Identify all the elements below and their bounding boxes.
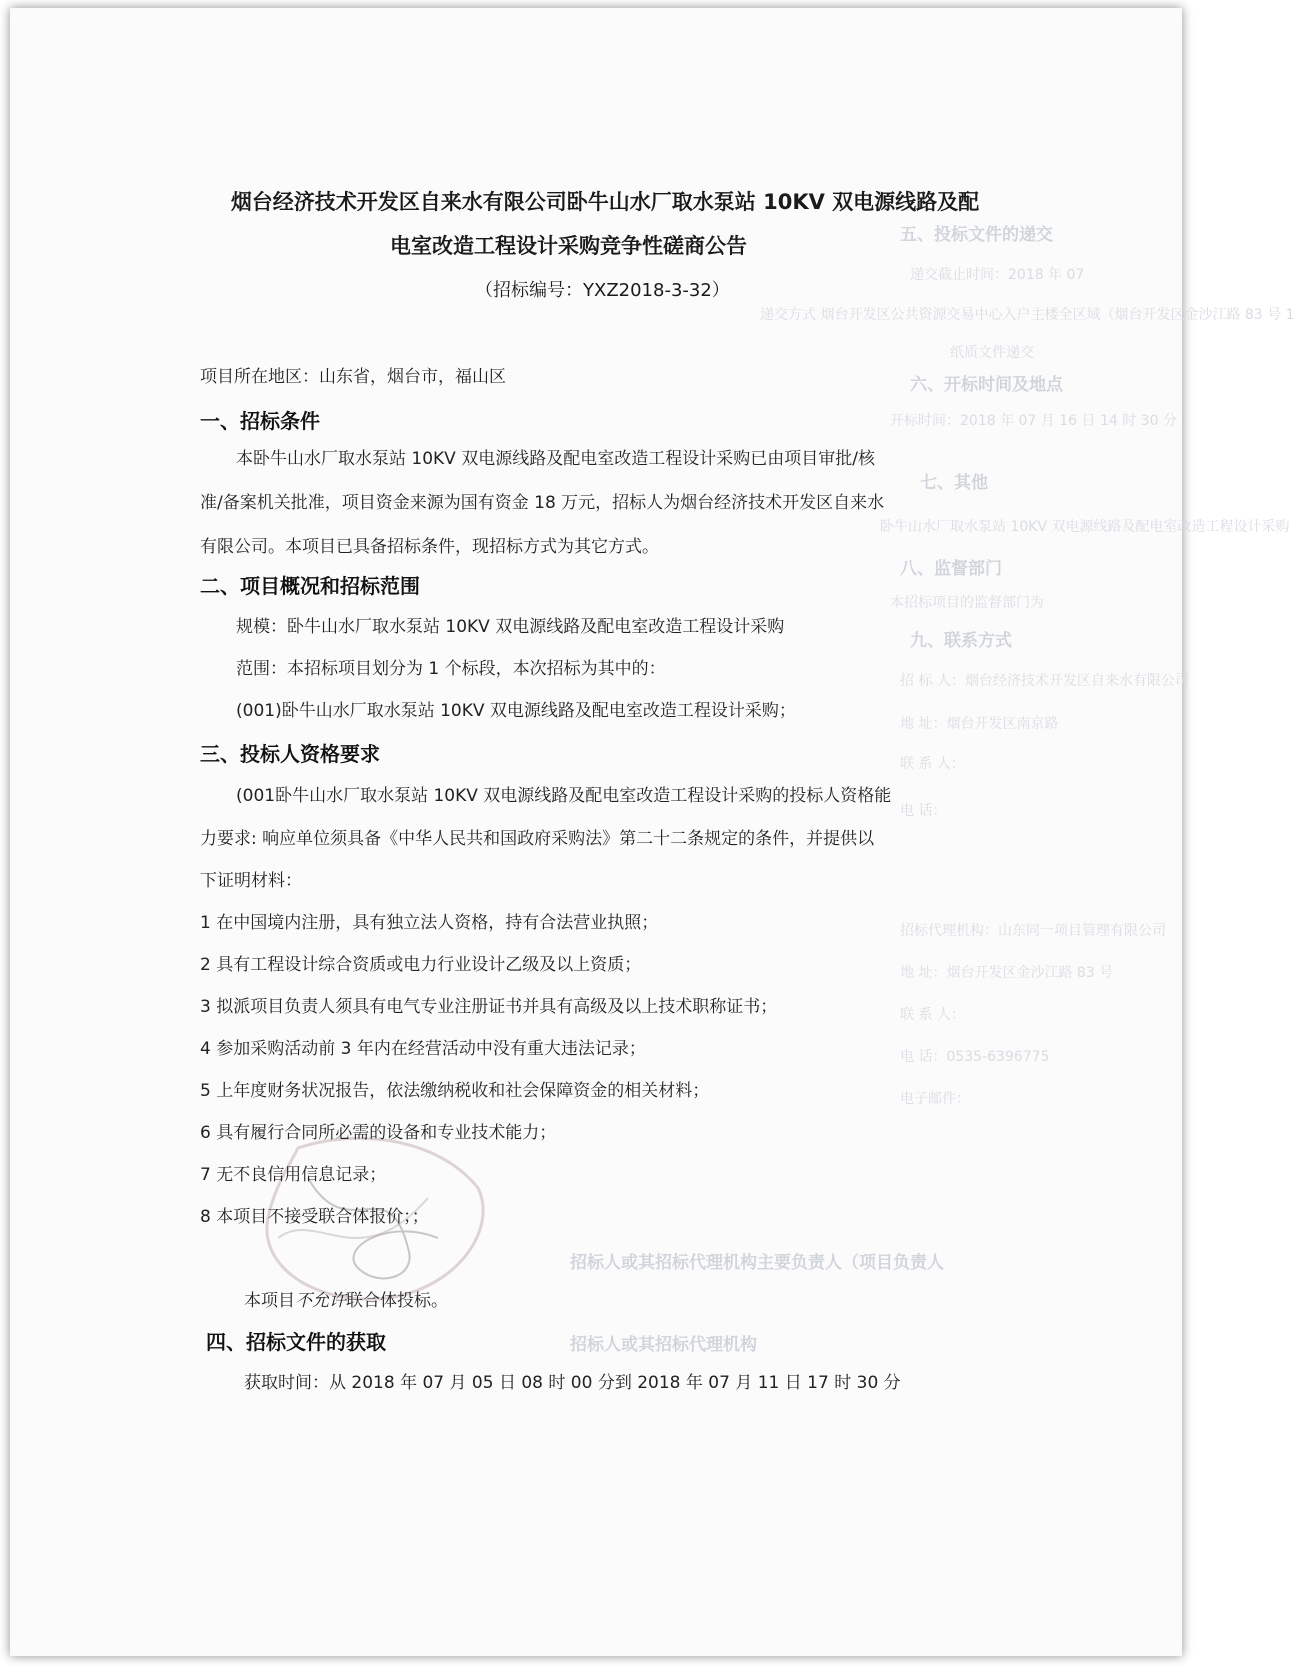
bleed-text: 卧牛山水厂取水泵站 10KV 双电源线路及配电室改造工程设计采购	[880, 519, 1290, 535]
consortium-prefix: 本项目	[244, 1291, 295, 1311]
bleed-text: 电 话：0535-6396775	[900, 1049, 1050, 1065]
consortium-note	[244, 1286, 448, 1311]
scope-line: 范围：本招标项目划分为 1 个标段，本次招标为其中的：	[236, 659, 666, 679]
section-heading: 一、招标条件	[200, 409, 320, 433]
section-heading: 四、招标文件的获取	[206, 1330, 386, 1354]
requirement-item: 4 参加采购活动前 3 年内在经营活动中没有重大违法记录；	[200, 1039, 646, 1059]
bleed-text: 电 话：	[900, 803, 947, 819]
bleed-text: 递交截止时间：2018 年 07	[910, 267, 1085, 283]
bleed-text: 招标代理机构：山东同一项目管理有限公司	[900, 923, 1166, 939]
section-paragraph: 本卧牛山水厂取水泵站 10KV 双电源线路及配电室改造工程设计采购已由项目审批/核	[236, 449, 875, 469]
bleed-text: 招标人或其招标代理机构主要负责人（项目负责人	[570, 1253, 944, 1273]
requirement-item: 1 在中国境内注册，具有独立法人资格，持有合法营业执照；	[200, 913, 659, 933]
requirement-item: 3 拟派项目负责人须具有电气专业注册证书并具有高级及以上技术职称证书；	[200, 997, 778, 1017]
bleed-text: 七、其他	[920, 473, 988, 493]
bleed-text: 九、联系方式	[910, 631, 1012, 651]
bid-code: （招标编号：YXZ2018-3-32）	[475, 280, 730, 301]
acquisition-time: 获取时间：从 2018 年 07 月 05 日 08 时 00 分到 2018 年 07 月 11 日 17 时 30 分	[244, 1373, 901, 1393]
bleed-text: 联 系 人：	[900, 1007, 965, 1023]
section-paragraph: 下证明材料：	[200, 871, 302, 891]
bleed-text: 招标人或其招标代理机构	[570, 1335, 757, 1355]
bleed-text: 地 址：烟台开发区金沙江路 83 号	[900, 965, 1114, 981]
requirement-item: 2 具有工程设计综合资质或电力行业设计乙级及以上资质；	[200, 955, 642, 975]
bleed-text: 六、开标时间及地点	[910, 375, 1063, 395]
requirement-item: 8 本项目不接受联合体报价；；	[200, 1207, 429, 1227]
lot-line: (001)卧牛山水厂取水泵站 10KV 双电源线路及配电室改造工程设计采购；	[236, 701, 796, 721]
document-title-line2: 电室改造工程设计采购竞争性磋商公告	[390, 234, 747, 258]
requirement-item: 7 无不良信用信息记录；	[200, 1165, 387, 1185]
section-paragraph: (001卧牛山水厂取水泵站 10KV 双电源线路及配电室改造工程设计采购的投标人资格能	[236, 786, 892, 806]
bleed-text: 地 址：烟台开发区南京路	[900, 716, 1059, 732]
bleed-text: 联 系 人：	[900, 756, 965, 772]
bleed-text: 开标时间：2018 年 07 月 16 日 14 时 30 分	[890, 413, 1177, 429]
scale-line: 规模：卧牛山水厂取水泵站 10KV 双电源线路及配电室改造工程设计采购	[236, 617, 785, 637]
section-paragraph: 有限公司。本项目已具备招标条件，现招标方式为其它方式。	[200, 537, 659, 557]
section-heading: 二、项目概况和招标范围	[200, 574, 420, 598]
section-heading: 三、投标人资格要求	[200, 742, 380, 766]
section-paragraph: 准/备案机关批准，项目资金来源为国有资金 18 万元，招标人为烟台经济技术开发区自来水	[200, 493, 885, 513]
document-page	[10, 8, 1295, 1656]
consortium-suffix: 联合体投标。	[346, 1291, 448, 1311]
document-title-line1: 烟台经济技术开发区自来水有限公司卧牛山水厂取水泵站 10KV 双电源线路及配	[230, 190, 980, 214]
bleed-text: 电子邮件：	[900, 1091, 970, 1107]
bleed-text: 招 标 人：烟台经济技术开发区自来水有限公司	[900, 673, 1189, 689]
project-location: 项目所在地区：山东省，烟台市，福山区	[200, 367, 506, 387]
bleed-text: 五、投标文件的递交	[900, 225, 1053, 245]
consortium-italic: 不允许	[295, 1291, 346, 1311]
bleed-text: 纸质文件递交	[950, 345, 1034, 361]
bleed-text: 本招标项目的监督部门为	[890, 595, 1044, 611]
requirement-item: 6 具有履行合同所必需的设备和专业技术能力；	[200, 1123, 557, 1143]
bleed-text: 递交方式 烟台开发区公共资源交易中心入户主楼全区域（烟台开发区金沙江路 83 号 1	[760, 307, 1295, 323]
bleed-text: 八、监督部门	[900, 559, 1002, 579]
section-paragraph: 力要求: 响应单位须具备《中华人民共和国政府采购法》第二十二条规定的条件，并提供以	[200, 829, 875, 849]
requirement-item: 5 上年度财务状况报告，依法缴纳税收和社会保障资金的相关材料；	[200, 1081, 710, 1101]
